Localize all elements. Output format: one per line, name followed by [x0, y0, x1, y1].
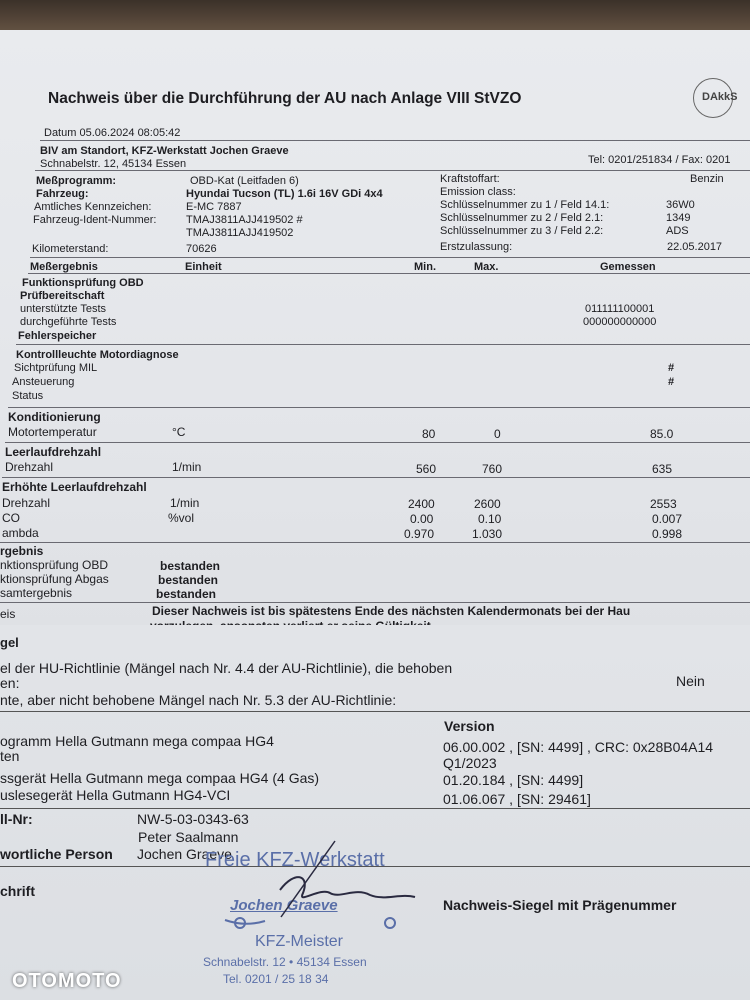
- high-row2-min: 0.00: [410, 512, 434, 526]
- result-row2-value: bestanden: [158, 573, 219, 587]
- kond-min: 80: [422, 427, 436, 441]
- mil-row2-label: Ansteuerung: [12, 376, 75, 388]
- value-fin-2: TMAJ3811AJJ419502: [186, 227, 294, 239]
- divider: [0, 808, 750, 809]
- obd-row1-value: 011111100001: [585, 303, 655, 315]
- kond-value: 85.0: [650, 427, 674, 441]
- stamp-line4: Schnabelstr. 12 • 45134 Essen: [203, 955, 367, 969]
- program-line4: uslesegerät Hella Gutmann HG4-VCI: [0, 787, 231, 803]
- high-row2-unit: %vol: [168, 511, 195, 525]
- maengel-line3: nte, aber nicht behobene Mängel nach Nr. 5.3 der AU-Richtlinie:: [0, 692, 397, 708]
- label-erstzulassung: Erstzulassung:: [440, 241, 513, 253]
- divider: [0, 602, 750, 603]
- kond-max: 0: [494, 427, 501, 441]
- label-kennzeichen: Amtliches Kennzeichen:: [34, 201, 152, 213]
- version-1: 06.00.002 , [SN: 4499] , CRC: 0x28B04A14: [443, 739, 714, 755]
- result-title: rgebnis: [0, 544, 44, 558]
- mil-row1-label: Sichtprüfung MIL: [14, 362, 98, 374]
- maengel-nein: Nein: [676, 673, 705, 689]
- stamp-line1: Freie KFZ-Werkstatt: [205, 849, 385, 871]
- maengel-title: gel: [0, 635, 19, 650]
- col-einheit: Einheit: [185, 261, 222, 273]
- high-row1-max: 2600: [474, 497, 501, 511]
- program-line1: ogramm Hella Gutmann mega compaa HG4: [0, 733, 274, 749]
- col-gemessen: Gemessen: [600, 261, 656, 273]
- label-kilometerstand: Kilometerstand:: [32, 243, 109, 255]
- nr-label: ll-Nr:: [0, 811, 33, 827]
- divider: [30, 257, 750, 258]
- mil-row3-label: Status: [12, 390, 44, 402]
- value-erstzulassung: 22.05.2017: [667, 241, 723, 253]
- divider: [28, 273, 750, 274]
- siegel-label: Nachweis-Siegel mit Prägenummer: [443, 897, 677, 913]
- note-label: eis: [0, 607, 16, 621]
- idle-min: 560: [416, 462, 437, 476]
- person-1: Peter Saalmann: [138, 829, 239, 845]
- document-title: Nachweis über die Durchführung der AU nach Anlage VIII StVZO: [48, 90, 522, 107]
- idle-label: Drehzahl: [5, 460, 54, 474]
- result-row2-label: ktionsprüfung Abgas: [0, 572, 109, 586]
- person-2: Jochen Graeve: [137, 846, 232, 862]
- program-line2: ten: [0, 748, 20, 764]
- nr-value: NW-5-03-0343-63: [137, 811, 249, 827]
- program-line3: ssgerät Hella Gutmann mega compaa HG4 (4 Gas): [0, 770, 320, 786]
- col-messergebnis: Meßergebnis: [30, 261, 98, 273]
- idle-title: Leerlaufdrehzahl: [5, 445, 102, 459]
- label-messprogramm: Meßprogramm:: [36, 175, 117, 187]
- divider: [5, 442, 750, 443]
- label-key3: Schlüsselnummer zu 3 / Feld 2.2:: [440, 225, 604, 237]
- logo-text: DAkkS: [702, 91, 738, 103]
- label-kraftstoff: Kraftstoffart:: [440, 173, 500, 185]
- signature: [185, 835, 445, 990]
- obd-row1-label: unterstützte Tests: [20, 303, 107, 315]
- version-header: Version: [444, 718, 495, 734]
- high-row2-max: 0.10: [478, 512, 502, 526]
- value-kennzeichen: E-MC 7887: [186, 201, 242, 213]
- stamp-line2: Jochen Graeve: [230, 897, 338, 914]
- dakks-logo: [693, 78, 738, 118]
- document-upper: [0, 30, 750, 630]
- col-max: Max.: [474, 261, 499, 273]
- high-row1-unit: 1/min: [170, 496, 200, 510]
- datum: Datum 05.06.2024 08:05:42: [44, 127, 181, 139]
- result-row3-label: samtergebnis: [0, 586, 73, 600]
- value-messprogramm: OBD-Kat (Leitfaden 6): [190, 175, 299, 187]
- version-4: 01.06.067 , [SN: 29461]: [443, 791, 591, 807]
- workshop-name: BIV am Standort, KFZ-Werkstatt Jochen Graeve: [40, 145, 289, 157]
- divider: [40, 140, 750, 141]
- divider: [0, 711, 750, 712]
- workshop-phone: Tel: 0201/251834 / Fax: 0201: [588, 154, 731, 166]
- obd-fehlerspeicher: Fehlerspeicher: [18, 330, 97, 342]
- divider: [16, 344, 750, 345]
- obd-row2-label: durchgeführte Tests: [20, 316, 117, 328]
- version-3: 01.20.184 , [SN: 4499]: [443, 772, 584, 788]
- mil-row1-value: #: [668, 362, 675, 374]
- person-label: wortliche Person: [0, 846, 113, 862]
- idle-unit: 1/min: [172, 460, 202, 474]
- high-row2-value: 0.007: [652, 512, 683, 526]
- value-key1: 36W0: [666, 199, 695, 211]
- high-row3-label: ambda: [2, 526, 39, 540]
- stamp-line5: Tel. 0201 / 25 18 34: [223, 972, 329, 986]
- value-fin: TMAJ3811AJJ419502 #: [186, 214, 303, 226]
- label-emission: Emission class:: [440, 186, 516, 198]
- value-kraftstoff: Benzin: [690, 173, 724, 185]
- value-key3: ADS: [666, 225, 689, 237]
- maengel-line2: en:: [0, 675, 20, 691]
- label-key1: Schlüsselnummer zu 1 / Feld 14.1:: [440, 199, 610, 211]
- version-2: Q1/2023: [443, 755, 497, 771]
- result-row1-label: nktionsprüfung OBD: [0, 558, 109, 572]
- note-line1: Dieser Nachweis ist bis spätestens Ende des nächsten Kalendermonats bei der Hau: [152, 604, 631, 618]
- workshop-stamp: [185, 835, 445, 990]
- value-fahrzeug: Hyundai Tucson (TL) 1.6i 16V GDi 4x4: [186, 188, 383, 200]
- high-row3-max: 1.030: [472, 527, 503, 541]
- value-key2: 1349: [666, 212, 691, 224]
- obd-title: Funktionsprüfung OBD: [22, 277, 144, 289]
- col-min: Min.: [414, 261, 436, 273]
- workshop-address: Schnabelstr. 12, 45134 Essen: [40, 158, 187, 170]
- idle-value: 635: [652, 462, 673, 476]
- maengel-line1: el der HU-Richtlinie (Mängel nach Nr. 4.4 der AU-Richtlinie), die behoben: [0, 660, 453, 676]
- high-row3-min: 0.970: [404, 527, 435, 541]
- divider: [0, 542, 750, 543]
- high-row1-label: Drehzahl: [2, 496, 51, 510]
- result-row3-value: bestanden: [156, 587, 217, 601]
- obd-row2-value: 000000000000: [583, 316, 657, 328]
- obd-pruefbereitschaft: Prüfbereitschaft: [20, 290, 105, 302]
- unterschrift-label: chrift: [0, 883, 35, 899]
- kond-title: Konditionierung: [8, 410, 101, 424]
- divider: [35, 170, 750, 171]
- result-row1-value: bestanden: [160, 559, 221, 573]
- label-key2: Schlüsselnummer zu 2 / Feld 2.1:: [440, 212, 604, 224]
- high-row2-label: CO: [2, 511, 20, 525]
- divider: [2, 477, 750, 478]
- high-row1-min: 2400: [408, 497, 435, 511]
- high-row1-value: 2553: [650, 497, 677, 511]
- otomoto-watermark: OTOMOTO: [12, 970, 122, 992]
- value-kilometerstand: 70626: [186, 243, 217, 255]
- high-row3-value: 0.998: [652, 527, 683, 541]
- kond-label: Motortemperatur: [8, 425, 97, 439]
- high-title: Erhöhte Leerlaufdrehzahl: [2, 480, 147, 494]
- kond-unit: °C: [172, 425, 186, 439]
- stamp-line3: KFZ-Meister: [255, 933, 343, 950]
- label-fin: Fahrzeug-Ident-Nummer:: [33, 214, 157, 226]
- label-fahrzeug: Fahrzeug:: [36, 188, 89, 200]
- mil-title: Kontrollleuchte Motordiagnose: [16, 349, 179, 361]
- idle-max: 760: [482, 462, 503, 476]
- mil-row2-value: #: [668, 376, 675, 388]
- divider: [8, 407, 750, 408]
